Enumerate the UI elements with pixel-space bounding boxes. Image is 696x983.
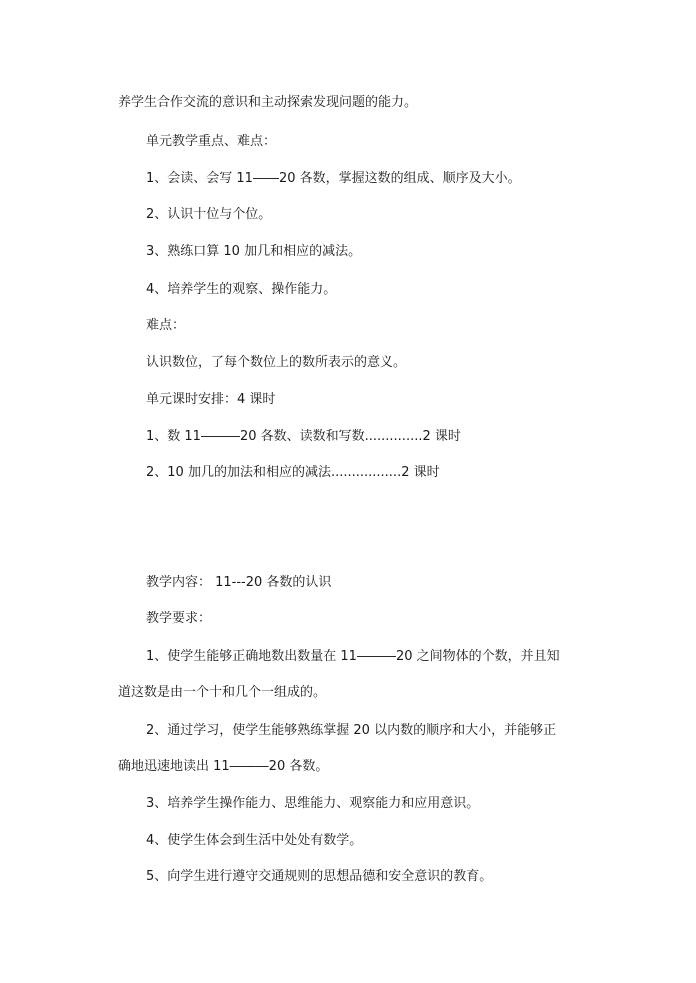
difficulty-text: 认识数位，了每个数位上的数所表示的意义。: [146, 355, 407, 370]
requirement-2-line-1: 2、通过学习，使学生能够熟练掌握 20 以内数的顺序和大小，并能够正: [146, 723, 557, 738]
requirements-heading: 教学要求：: [146, 611, 212, 626]
focus-item: 4、培养学生的观察、操作能力。: [146, 282, 337, 297]
paragraph-continuation: 养学生合作交流的意识和主动探索发现问题的能力。: [118, 95, 418, 110]
focus-heading: 单元教学重点、难点：: [146, 134, 277, 149]
focus-item: 1、会读、会写 11――20 各数，掌握这数的组成、顺序及大小。: [146, 171, 521, 186]
focus-item: 2、认识十位与个位。: [146, 207, 272, 222]
requirement-4: 4、使学生体会到生活中处处有数学。: [146, 833, 363, 848]
schedule-heading: 单元课时安排：4 课时: [146, 392, 276, 407]
requirement-1-line-1: 1、使学生能够正确地数出数量在 11―――20 之间物体的个数，并且知: [146, 649, 560, 664]
requirement-5: 5、向学生进行遵守交通规则的思想品德和安全意识的教育。: [146, 869, 493, 884]
requirement-3: 3、培养学生操作能力、思维能力、观察能力和应用意识。: [146, 796, 480, 811]
teaching-content-line: 教学内容： 11---20 各数的认识: [146, 575, 332, 590]
focus-item: 3、熟练口算 10 加几和相应的减法。: [146, 244, 362, 259]
requirement-2-line-2: 确地迅速地读出 11―――20 各数。: [118, 759, 329, 774]
difficulty-heading: 难点：: [146, 318, 186, 333]
schedule-item: 1、数 11―――20 各数、读数和写数..............2 课时: [146, 429, 461, 444]
requirement-1-line-2: 道这数是由一个十和几个一组成的。: [118, 685, 327, 700]
schedule-item: 2、10 加几的加法和相应的减法.................2 课时: [146, 465, 440, 480]
